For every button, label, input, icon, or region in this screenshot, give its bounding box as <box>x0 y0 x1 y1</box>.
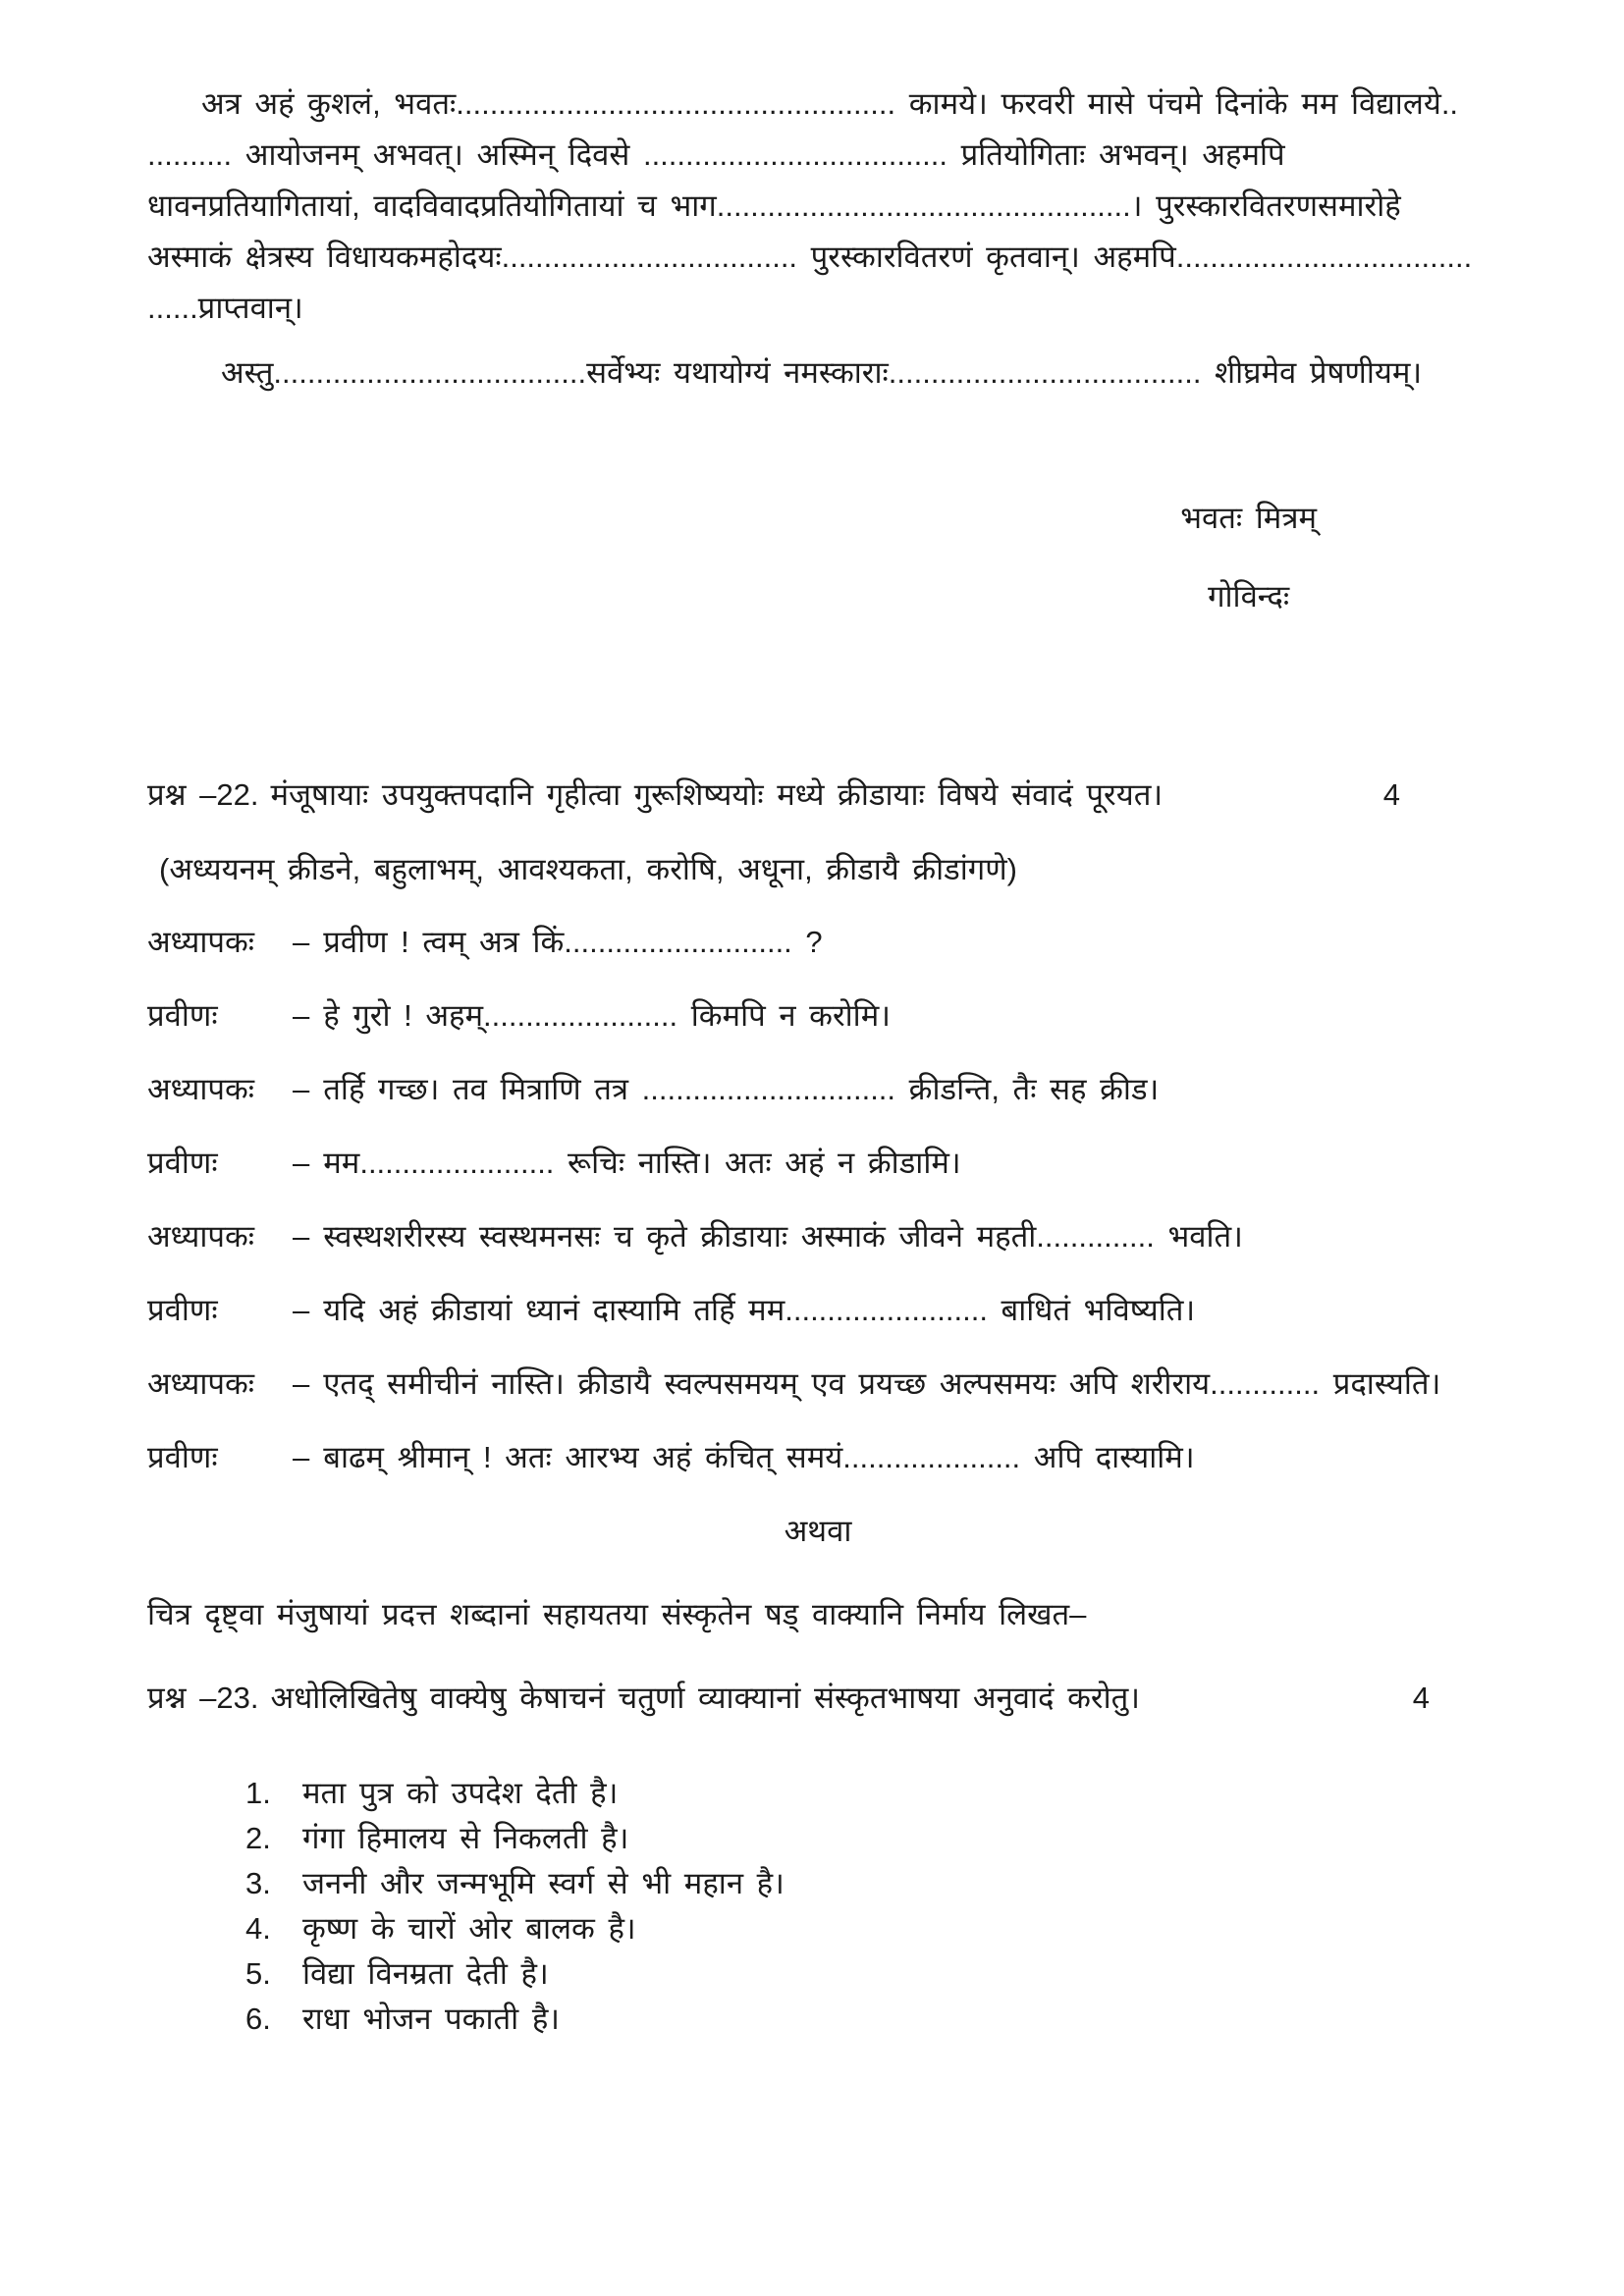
or-divider: अथवा <box>784 1514 852 1548</box>
dialogue-line <box>147 1211 1542 1262</box>
item-text: राधा भोजन पकाती है। <box>302 2002 561 2036</box>
signature-name: गोविन्दः <box>1208 579 1290 614</box>
list-item <box>245 1906 1567 1951</box>
item-number: 3. <box>245 1866 271 1900</box>
signature-block <box>1180 493 1317 622</box>
item-number: 5. <box>245 1956 271 1991</box>
item-text: विद्या विनम्रता देती है। <box>302 1956 549 1991</box>
dialogue-line <box>147 917 1542 968</box>
list-item <box>245 1951 1567 1997</box>
dialogue-dash: – <box>293 1219 310 1254</box>
list-item <box>245 1816 1567 1861</box>
dialogue-text: बाढम् श्रीमान् ! अतः आरभ्य अहं कंचित् समयं..................... अपि दास्यामि। <box>323 1440 1195 1474</box>
letter-closing-line: अस्तु.....................................सर्वेभ्यः यथायोग्यं नमस्काराः..................................... शीघ्रमेव प्रेषणीयम्। <box>221 355 1423 390</box>
dialogue-dash: – <box>293 1293 310 1327</box>
speaker-label: अध्यापकः <box>147 1366 255 1401</box>
item-number: 1. <box>245 1776 271 1810</box>
question-22-marks: 4 <box>1382 777 1400 812</box>
question-23-label: प्रश्न –23. <box>147 1681 259 1715</box>
item-number: 2. <box>245 1821 271 1855</box>
item-text: जननी और जन्मभूमि स्वर्ग से भी महान है। <box>302 1866 785 1900</box>
alt-question: चित्र दृष्ट्वा मंजुषायां प्रदत्त शब्दानां सहायतया संस्कृतेन षड् वाक्यानि निर्माय लिखत– <box>147 1597 1087 1631</box>
speaker-label: प्रवीणः <box>147 998 218 1033</box>
speaker-label: अध्यापकः <box>147 1072 255 1106</box>
question-23-marks: 4 <box>1412 1681 1430 1715</box>
dialogue-line <box>147 990 1542 1041</box>
speaker-label: प्रवीणः <box>147 1293 218 1327</box>
dialogue-text: यदि अहं क्रीडायां ध्यानं दास्यामि तर्हि मम........................ बाधितं भविष्यति। <box>323 1293 1196 1327</box>
speaker-label: अध्यापकः <box>147 1219 255 1254</box>
dialogue-dash: – <box>293 998 310 1033</box>
signature-relation: भवतः मित्रम् <box>1180 501 1317 535</box>
item-text: कृष्ण के चारों ओर बालक है। <box>302 1911 636 1946</box>
letter-line: अत्र अहं कुशलं, भवतः.................................................... कामये। फरवरी मासे पंचमे दिनांके मम विद्यालये.. <box>201 86 1459 121</box>
dialogue-text: मम....................... रूचिः नास्ति। अतः अहं न क्रीडामि। <box>323 1146 961 1180</box>
question-22-label: प्रश्न –22. <box>147 777 259 812</box>
question-22-row <box>147 770 1567 821</box>
letter-line: .......... आयोजनम् अभवत्। अस्मिन् दिवसे .................................... प्रतियोगिताः अभवन्। अहमपि <box>147 137 1285 172</box>
dialogue-line <box>147 1285 1542 1336</box>
item-number: 6. <box>245 2002 271 2036</box>
speaker-label: अध्यापकः <box>147 925 255 959</box>
dialogue-dash: – <box>293 1366 310 1401</box>
translation-list <box>245 1771 1567 2042</box>
word-bank: (अध्ययनम् क्रीडने, बहुलाभम्, आवश्यकता, करोषि, अधूना, क्रीडायै क्रीडांगणे) <box>159 852 1017 886</box>
dialogue-text: एतद् समीचीनं नास्ति। क्रीडायै स्वल्पसमयम् एव प्रयच्छ अल्पसमयः अपि शरीराय............. प्रदास्यति। <box>323 1366 1441 1401</box>
list-item <box>245 1997 1567 2042</box>
letter-paragraph <box>147 79 1567 399</box>
dialogue-text: तर्हि गच्छ। तव मित्राणि तत्र .............................. क्रीडन्ति, तैः सह क्रीड। <box>323 1072 1160 1106</box>
dialogue-text: स्वस्थशरीरस्य स्वस्थमनसः च कृते क्रीडायाः अस्माकं जीवने महती.............. भवति। <box>323 1219 1243 1254</box>
dialogue-dash: – <box>293 1072 310 1106</box>
letter-line: अस्माकं क्षेत्रस्य विधायकमहोदयः................................... पुरस्कारवितरणं कृतवान्। अहमपि................................... <box>147 240 1473 274</box>
dialogue-line <box>147 1064 1542 1115</box>
dialogue-text: प्रवीण ! त्वम् अत्र किं........................... ? <box>323 925 823 959</box>
question-23-text: अधोलिखितेषु वाक्येषु केषाचनं चतुर्णा व्याक्यानां संस्कृतभाषया अनुवादं करोतु। <box>270 1681 1141 1715</box>
list-item <box>245 1861 1567 1906</box>
question-23-row <box>147 1673 1567 1724</box>
item-number: 4. <box>245 1911 271 1946</box>
dialogue-text: हे गुरो ! अहम्....................... किमपि न करोमि। <box>323 998 891 1033</box>
dialogue-dash: – <box>293 1440 310 1474</box>
dialogue-line <box>147 1359 1542 1410</box>
speaker-label: प्रवीणः <box>147 1146 218 1180</box>
letter-line: धावनप्रतियागितायां, वादविवादप्रतियोगितायां च भाग.................................................। पुरस्कारवितरणसमारोहे <box>147 188 1401 223</box>
letter-line: ......प्राप्तवान्। <box>147 291 303 325</box>
dialogue-dash: – <box>293 925 310 959</box>
dialogue-section <box>147 917 1567 1483</box>
dialogue-dash: – <box>293 1146 310 1180</box>
dialogue-line <box>147 1432 1542 1483</box>
question-22-text: मंजूषायाः उपयुक्तपदानि गृहीत्वा गुरूशिष्ययोः मध्ये क्रीडायाः विषये संवादं पूरयत। <box>270 777 1164 812</box>
dialogue-line <box>147 1138 1542 1189</box>
item-text: गंगा हिमालय से निकलती है। <box>302 1821 629 1855</box>
speaker-label: प्रवीणः <box>147 1440 218 1474</box>
item-text: मता पुत्र को उपदेश देती है। <box>302 1776 619 1810</box>
list-item <box>245 1771 1567 1816</box>
